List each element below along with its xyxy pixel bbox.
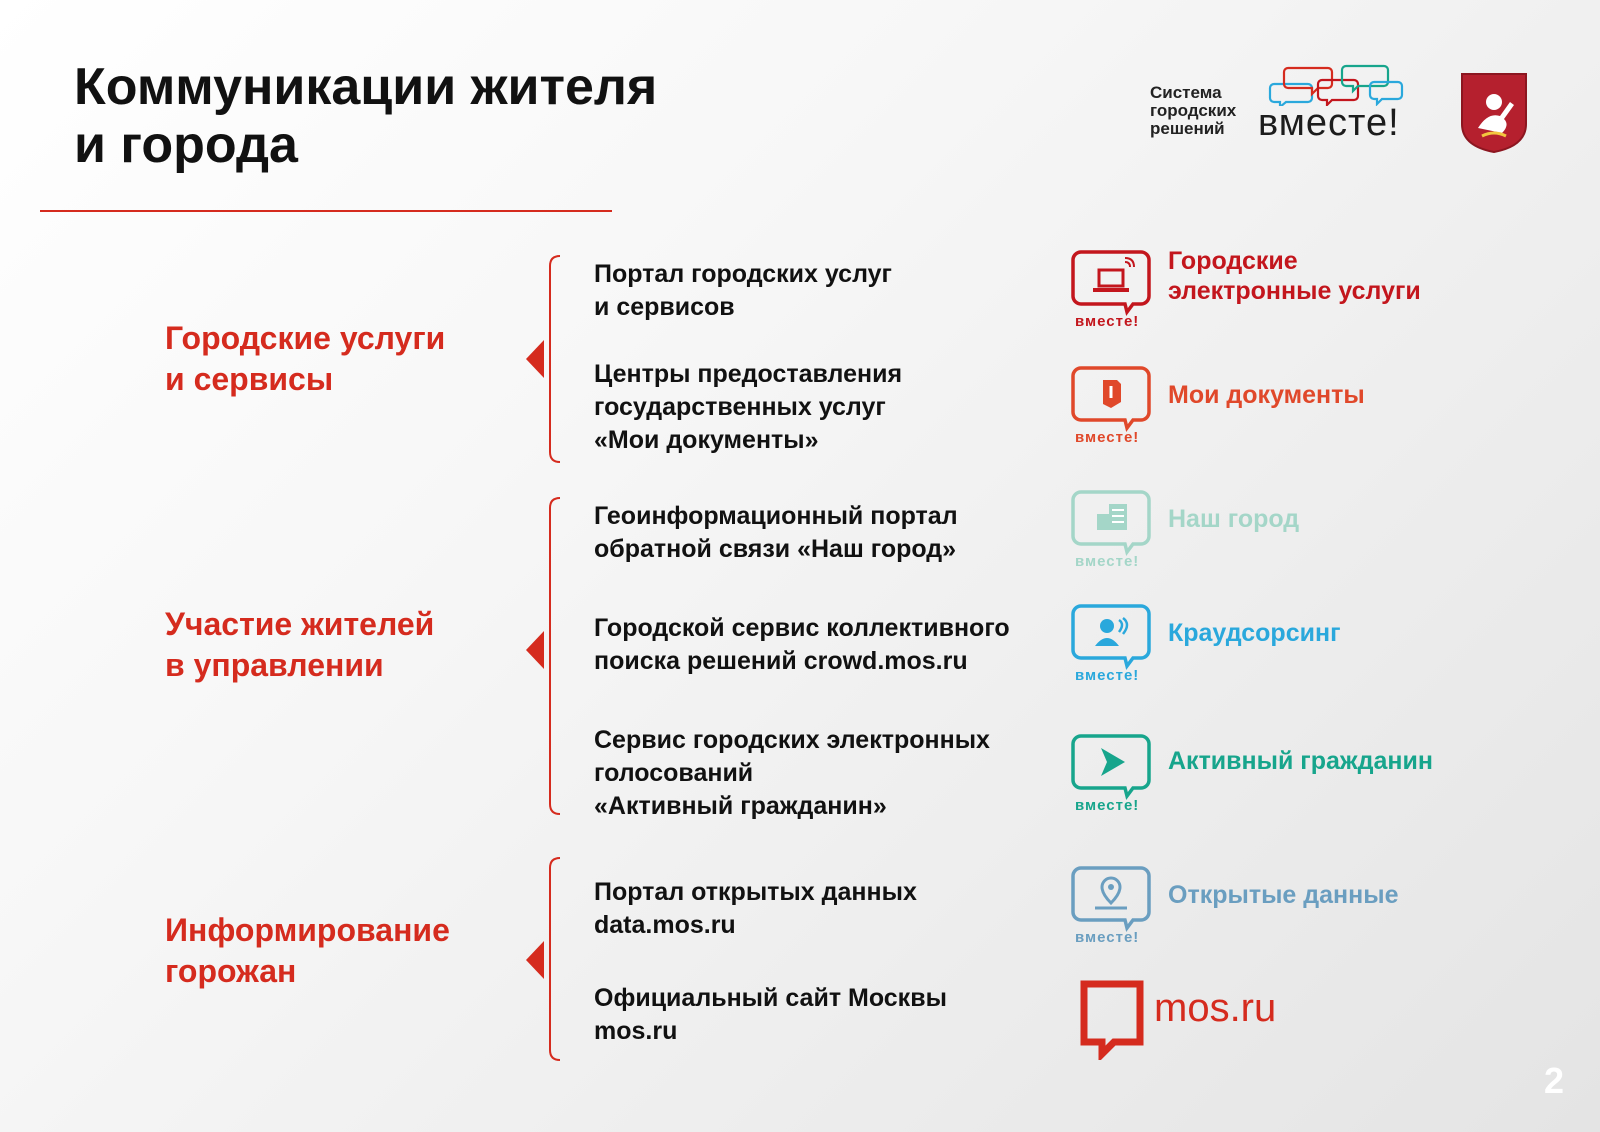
vmeste-badge: вместе! (1075, 929, 1140, 946)
my-documents-badge (1071, 366, 1153, 450)
page-title (74, 58, 657, 174)
city-e-services-badge (1071, 250, 1153, 334)
label-my-documents: Мои документы (1168, 381, 1365, 409)
sgr-logo-text: Система городских решений (1150, 83, 1237, 138)
label-active-citizen: Активный гражданин (1168, 747, 1433, 775)
vmeste-badge: вместе! (1075, 429, 1140, 446)
our-city-badge (1071, 490, 1153, 574)
documents-icon (1071, 366, 1153, 432)
item-open-data-portal: Портал открытых данных data.mos.ru (594, 878, 917, 939)
open-data-badge (1071, 866, 1153, 950)
active-citizen-icon (1071, 734, 1153, 800)
item-mosru-site: Официальный сайт Москвы mos.ru (594, 984, 947, 1045)
sgr-logo-word: вместе! (1258, 102, 1400, 144)
label-crowdsourcing: Краудсорсинг (1168, 619, 1341, 647)
vmeste-badge: вместе! (1075, 667, 1140, 684)
speech-bubbles-icon (1262, 62, 1412, 106)
active-citizen-badge (1071, 734, 1153, 818)
category-citizen-information: Информирование горожан (165, 912, 450, 989)
group-bracket-1 (524, 254, 564, 464)
laptop-icon (1071, 250, 1153, 316)
moscow-coat-of-arms-icon (1460, 72, 1528, 154)
crowdsourcing-badge (1071, 604, 1153, 688)
label-city-e-services: Городские электронные услуги (1168, 247, 1421, 305)
map-pin-icon (1071, 866, 1153, 932)
category-resident-participation: Участие жителей в управлении (165, 606, 435, 683)
item-our-city-portal: Геоинформационный портал обратной связи «Наш город» (594, 502, 958, 563)
label-our-city: Наш город (1168, 505, 1300, 533)
title-line-2: и города (74, 116, 298, 174)
group-bracket-3 (524, 856, 564, 1062)
label-open-data: Открытые данные (1168, 881, 1399, 909)
mosru-logo (1080, 980, 1300, 1060)
vmeste-badge: вместе! (1075, 797, 1140, 814)
title-divider (40, 210, 612, 212)
sgr-logo (1150, 62, 1410, 152)
item-services-portal: Портал городских услуг и сервисов (594, 260, 892, 321)
item-my-documents-centers: Центры предоставления государственных услуг «Мои документы» (594, 360, 903, 454)
crowd-people-icon (1071, 604, 1153, 670)
item-active-citizen: Сервис городских электронных голосований «Активный гражданин» (594, 726, 990, 820)
vmeste-badge: вместе! (1075, 313, 1140, 330)
page-number: 2 (1544, 1060, 1565, 1101)
vmeste-badge: вместе! (1075, 553, 1140, 570)
city-building-icon (1071, 490, 1153, 556)
category-city-services: Городские услуги и сервисы (165, 320, 446, 397)
mosru-text: mos.ru (1154, 986, 1277, 1030)
item-crowdsourcing: Городской сервис коллективного поиска решений crowd.mos.ru (594, 614, 1010, 675)
mosru-speech-icon (1080, 980, 1146, 1060)
title-line-1: Коммуникации жителя (74, 58, 658, 116)
group-bracket-2 (524, 496, 564, 816)
